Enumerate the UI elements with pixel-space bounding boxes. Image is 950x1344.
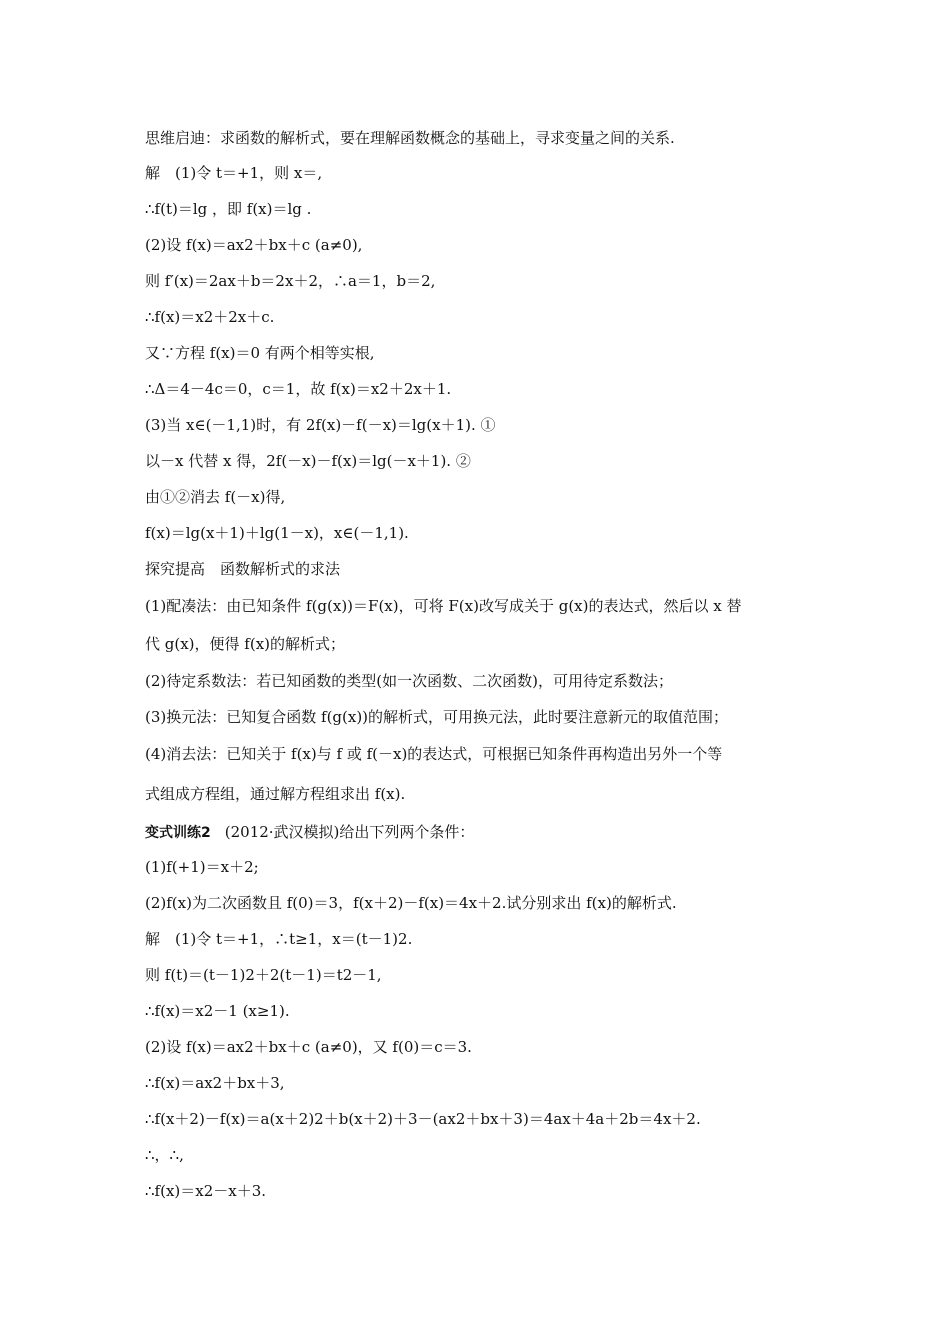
text-line: 解 (1)令 t＝+1，则 x＝, bbox=[145, 164, 323, 182]
text-line: (2)设 f(x)＝ax2＋bx＋c (a≠0)，又 f(0)＝c＝3. bbox=[145, 1038, 472, 1056]
text-line: ∴Δ＝4－4c＝0，c＝1，故 f(x)＝x2＋2x＋1. bbox=[145, 380, 452, 398]
text-line: 由①②消去 f(－x)得, bbox=[145, 488, 286, 506]
text-line: ∴f(t)＝lg ，即 f(x)＝lg . bbox=[145, 200, 312, 218]
text-line: 解 (1)令 t＝+1，∴t≥1，x＝(t－1)2. bbox=[145, 930, 413, 948]
text-line: (2)待定系数法：若已知函数的类型(如一次函数、二次函数)，可用待定系数法； bbox=[145, 672, 673, 690]
text-line: (2)设 f(x)＝ax2＋bx＋c (a≠0), bbox=[145, 236, 363, 254]
text-line: ∴f(x)＝x2－x＋3. bbox=[145, 1182, 267, 1200]
text-line: (1)配凑法：由已知条件 f(g(x))＝F(x)，可将 F(x)改写成关于 g(x)的表达式，然后以 x 替 bbox=[145, 597, 742, 615]
text-line: (4)消去法：已知关于 f(x)与 f 或 f(－x)的表达式，可根据已知条件再构造出另外一个等 bbox=[145, 745, 723, 763]
text-line: 思维启迪：求函数的解析式，要在理解函数概念的基础上，寻求变量之间的关系. bbox=[145, 129, 675, 147]
section-heading: 探究提高 函数解析式的求法 bbox=[145, 560, 341, 578]
exercise-text: (2012·武汉模拟)给出下列两个条件： bbox=[224, 823, 475, 841]
text-line: (3)换元法：已知复合函数 f(g(x))的解析式，可用换元法，此时要注意新元的取值范围； bbox=[145, 708, 729, 726]
text-line: ∴f(x)＝x2－1 (x≥1). bbox=[145, 1002, 290, 1020]
text-line: ∴f(x＋2)－f(x)＝a(x＋2)2＋b(x＋2)＋3－(ax2＋bx＋3)＝4ax＋4a＋2b＝4x＋2. bbox=[145, 1110, 701, 1128]
text-line: 式组成方程组，通过解方程组求出 f(x). bbox=[145, 785, 406, 803]
text-line: ∴f(x)＝x2＋2x＋c. bbox=[145, 308, 275, 326]
text-line: ∴，∴, bbox=[145, 1146, 184, 1164]
exercise-label: 变式训练2 bbox=[145, 825, 211, 841]
exercise-header bbox=[145, 822, 825, 843]
text-line: 以－x 代替 x 得，2f(－x)－f(x)＝lg(－x＋1). ② bbox=[145, 452, 471, 470]
text-line: 又∵方程 f(x)＝0 有两个相等实根, bbox=[145, 344, 375, 362]
text-line: (2)f(x)为二次函数且 f(0)＝3，f(x＋2)－f(x)＝4x＋2.试分别求出 f(x)的解析式. bbox=[145, 894, 677, 912]
text-line: (3)当 x∈(－1,1)时，有 2f(x)－f(－x)＝lg(x＋1). ① bbox=[145, 416, 496, 434]
text-line: f(x)＝lg(x＋1)＋lg(1－x)，x∈(－1,1). bbox=[145, 524, 409, 542]
text-line: 代 g(x)，便得 f(x)的解析式； bbox=[145, 635, 346, 653]
text-line: ∴f(x)＝ax2＋bx＋3, bbox=[145, 1074, 285, 1092]
text-line: 则 f(t)＝(t－1)2＋2(t－1)＝t2－1, bbox=[145, 966, 382, 984]
text-line: 则 f′(x)＝2ax＋b＝2x＋2，∴a＝1，b＝2, bbox=[145, 272, 436, 290]
text-line: (1)f(+1)＝x＋2; bbox=[145, 858, 259, 876]
